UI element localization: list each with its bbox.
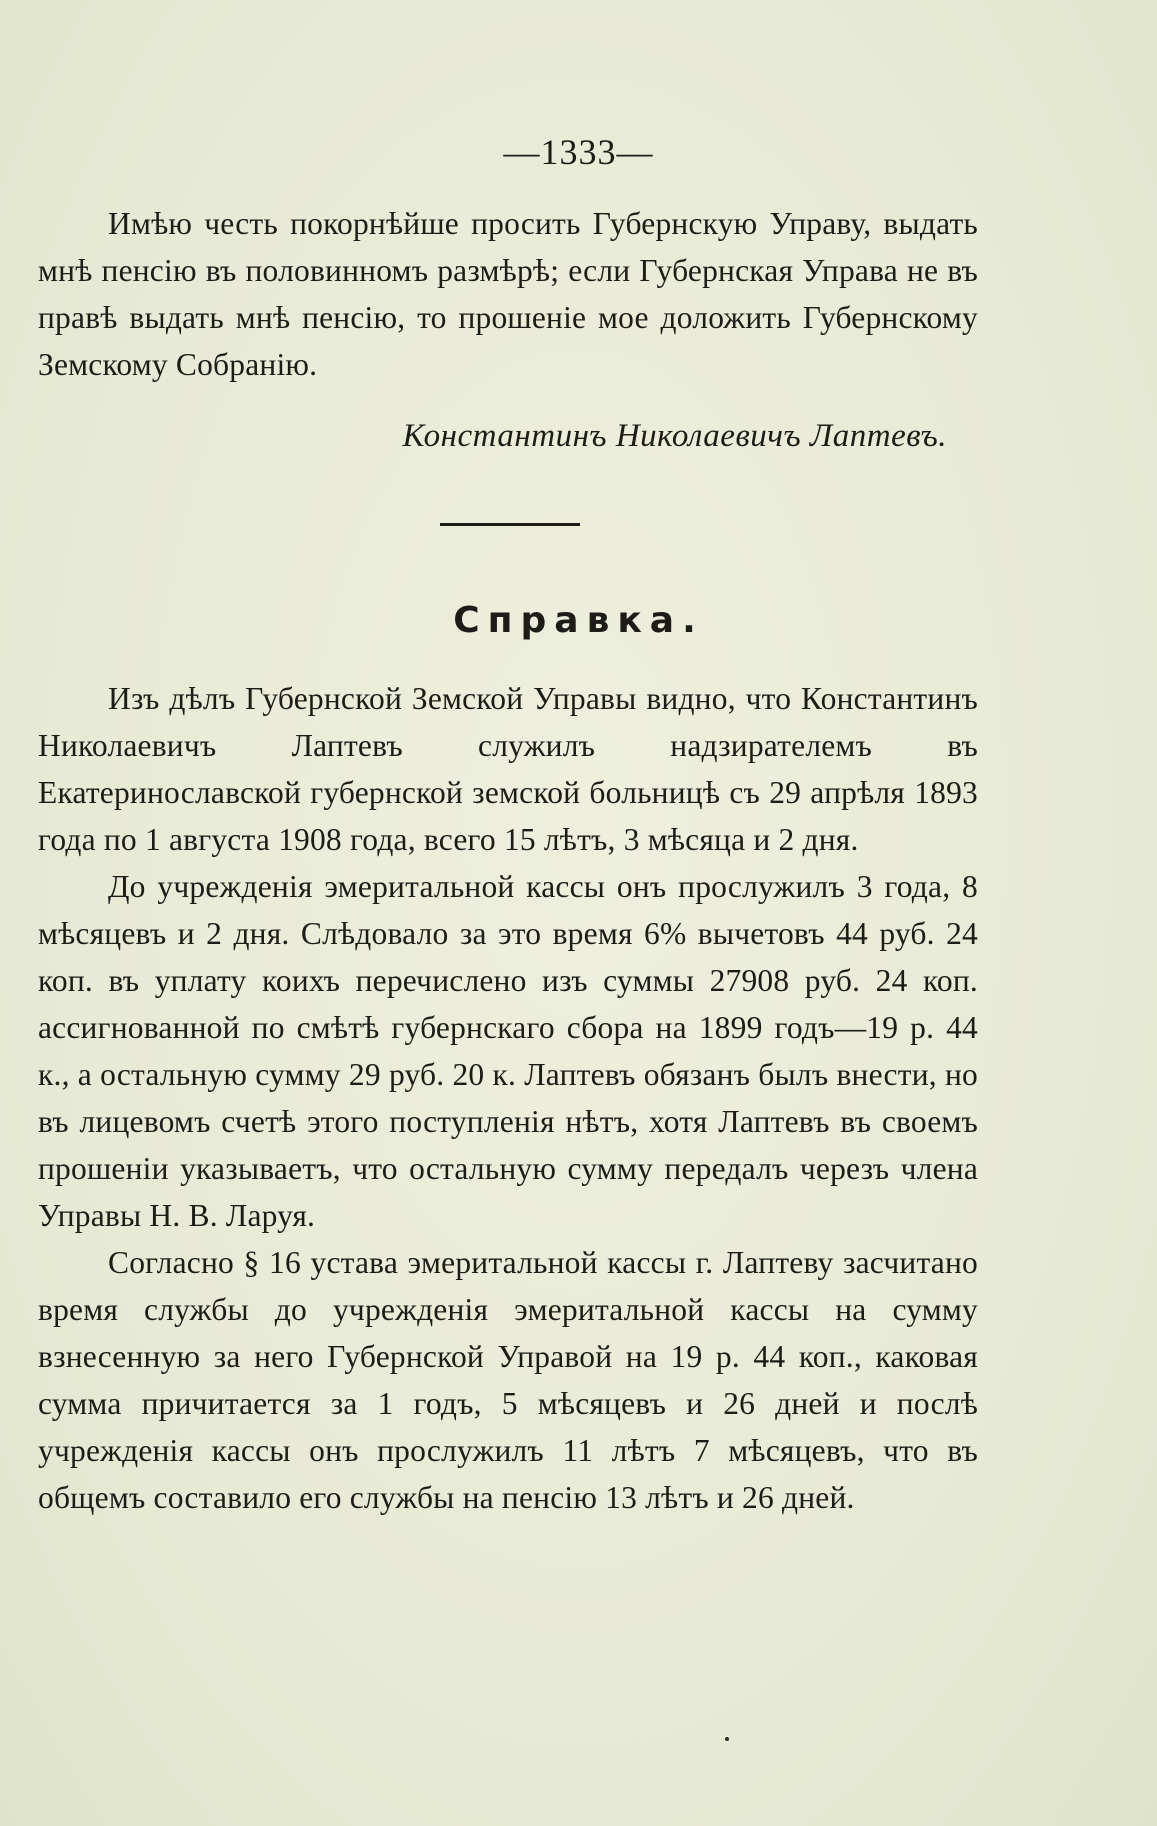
ink-speck (725, 1737, 729, 1741)
reference-paragraph-1: Изъ дѣлъ Губернской Земской Управы видно, что Константинъ Николаевичъ Лаптевъ служилъ надзирателемъ въ Екатеринославской губернской земской больницѣ съ 29 апрѣля 1893 года по 1 августа 1908 года, всего 15 лѣтъ, 3 мѣсяца и 2 дня. (38, 681, 978, 857)
reference-paragraph-3: Согласно § 16 устава эмеритальной кассы г. Лаптеву засчитано время службы до учрежденія эмеритальной кассы на сумму взнесенную за него Губернской Управой на 19 р. 44 коп., каковая сумма причитается за 1 годъ, 5 мѣсяцевъ и 26 дней и послѣ учрежденія кассы онъ прослужилъ 11 лѣтъ 7 мѣсяцевъ, что въ общемъ составило его службы на пенсію 13 лѣтъ и 26 дней. (38, 1245, 978, 1515)
reference-text (38, 675, 978, 1521)
section-title: Справка. (453, 600, 704, 641)
page-number: —1333— (503, 132, 654, 172)
section-divider (440, 523, 580, 526)
petition-paragraph: Имѣю честь покорнѣйше просить Губернскую Управу, выдать мнѣ пенсію въ половинномъ размѣрѣ; если Губернская Управа не въ правѣ выдать мнѣ пенсію, то прошеніе мое доложить Губернскому Земскому Собранію. (38, 206, 978, 382)
reference-paragraph-2: До учрежденія эмеритальной кассы онъ прослужилъ 3 года, 8 мѣсяцевъ и 2 дня. Слѣдовало за это время 6% вычетовъ 44 руб. 24 коп. въ уплату коихъ перечислено изъ суммы 27908 руб. 24 коп. ассигнованной по смѣтѣ губернскаго сбора на 1899 годъ—19 р. 44 к., а остальную сумму 29 руб. 20 к. Лаптевъ обязанъ былъ внести, но въ лицевомъ счетѣ этого поступленія нѣтъ, хотя Лаптевъ въ своемъ прошеніи указываетъ, что остальную сумму передалъ черезъ члена Управы Н. В. Ларуя. (38, 869, 978, 1233)
petition-text (38, 200, 978, 388)
signature: Константинъ Николаевичъ Лаптевъ. (402, 418, 947, 454)
